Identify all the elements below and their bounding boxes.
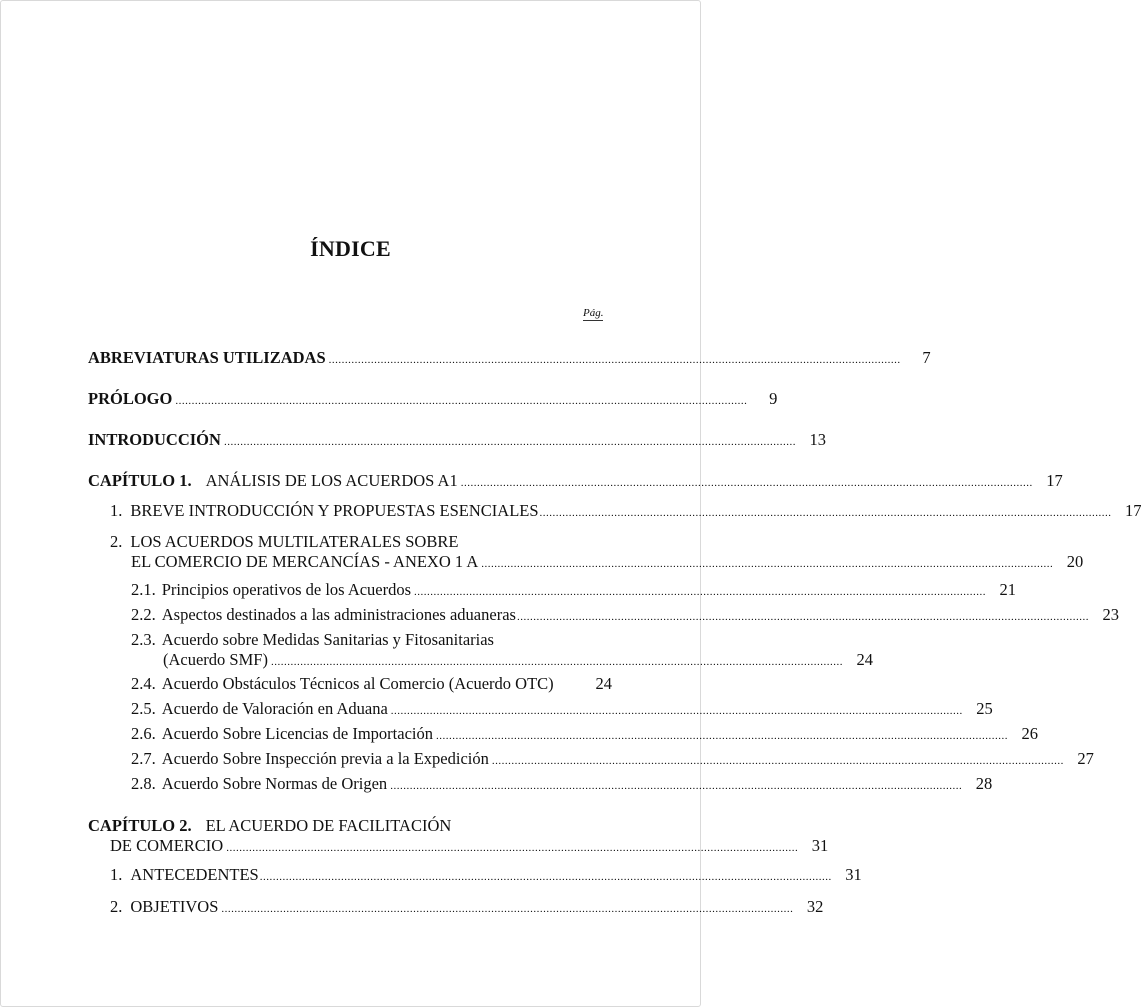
dot-leader: ................................................................................................................................................................................ xyxy=(539,507,1112,519)
subsection-number: 2.8. xyxy=(131,774,156,793)
toc-entry-2-4[interactable] xyxy=(131,674,612,694)
section-number: 1. xyxy=(110,865,123,884)
toc-page-number: 7 xyxy=(922,348,931,367)
toc-entry-2-5[interactable] xyxy=(131,699,993,721)
dot-leader: ................................................................................................................................................................................ xyxy=(390,780,963,792)
dot-leader: ................................................................................................................................................................................ xyxy=(481,558,1054,570)
toc-entry-label: BREVE INTRODUCCIÓN Y PROPUESTAS ESENCIALES xyxy=(130,501,539,520)
dot-leader: ................................................................................................................................................................................ xyxy=(491,755,1064,767)
toc-entry-label: ANÁLISIS DE LOS ACUERDOS A1 xyxy=(205,471,458,490)
subsection-number: 2.3. xyxy=(131,630,156,649)
toc-entry-2-2[interactable] xyxy=(131,605,1119,627)
toc-page-number: 21 xyxy=(999,580,1017,599)
dot-leader: ................................................................................................................................................................................ xyxy=(221,903,794,915)
toc-entry-2-3[interactable] xyxy=(131,630,873,672)
dot-leader: ................................................................................................................................................................................ xyxy=(270,656,843,668)
toc-entry-2-1[interactable] xyxy=(131,580,1017,602)
toc-entry-label: ANTECEDENTES xyxy=(130,865,259,884)
toc-page-number: 27 xyxy=(1077,749,1094,768)
toc-entry-label: OBJETIVOS xyxy=(130,897,219,916)
toc-entry-2-7[interactable] xyxy=(131,749,1094,771)
subsection-number: 2.6. xyxy=(131,724,156,743)
chapter-number: CAPÍTULO 2. xyxy=(88,816,192,835)
toc-entry-label: Acuerdo de Valoración en Aduana xyxy=(161,699,388,718)
dot-leader: ................................................................................................................................................................................ xyxy=(223,436,796,448)
toc-page-number: 24 xyxy=(595,674,612,693)
dot-leader: ................................................................................................................................................................................ xyxy=(390,705,963,717)
toc-page-number: 23 xyxy=(1102,605,1119,624)
toc-page-number: 25 xyxy=(976,699,993,718)
dot-leader: ................................................................................................................................................................................ xyxy=(259,871,832,883)
page-column-label: Pág. xyxy=(583,307,604,319)
toc-page-number: 17 xyxy=(1125,501,1142,520)
toc-entry-c2-2[interactable] xyxy=(110,897,824,919)
section-number: 2. xyxy=(110,532,123,551)
toc-entry-label: Acuerdo Obstáculos Técnicos al Comercio (Acuerdo OTC) xyxy=(161,674,554,693)
toc-entry-label: Aspectos destinados a las administraciones aduaneras xyxy=(161,605,516,624)
toc-entry-label: Acuerdo Sobre Normas de Origen xyxy=(161,774,388,793)
toc-entry-capitulo-2[interactable] xyxy=(88,816,829,858)
toc-entry-label-continued: DE COMERCIO xyxy=(110,836,224,855)
toc-entry-label: LOS ACUERDOS MULTILATERALES SOBRE xyxy=(130,532,459,551)
dot-leader: ................................................................................................................................................................................ xyxy=(175,395,748,407)
toc-entry-abreviaturas[interactable] xyxy=(88,348,931,370)
toc-page-number: 28 xyxy=(975,774,993,793)
toc-entry-capitulo-1[interactable] xyxy=(88,471,1063,493)
subsection-number: 2.4. xyxy=(131,674,156,693)
section-number: 1. xyxy=(110,501,123,520)
toc-entry-introduccion[interactable] xyxy=(88,430,826,452)
page-title: ÍNDICE xyxy=(310,236,391,261)
toc-entry-label: INTRODUCCIÓN xyxy=(88,430,221,449)
toc-entry-label: Acuerdo sobre Medidas Sanitarias y Fitosanitarias xyxy=(161,630,494,649)
section-number: 2. xyxy=(110,897,123,916)
toc-entry-2-8[interactable] xyxy=(131,774,993,796)
toc-entry-1-2[interactable] xyxy=(110,532,1084,574)
dot-leader: ................................................................................................................................................................................ xyxy=(414,586,987,598)
chapter-number: CAPÍTULO 1. xyxy=(88,471,192,490)
toc-entry-label: EL ACUERDO DE FACILITACIÓN xyxy=(205,816,452,835)
toc-entry-label: ABREVIATURAS UTILIZADAS xyxy=(88,348,326,367)
toc-page-number: 26 xyxy=(1021,724,1038,743)
toc-entry-2-6[interactable] xyxy=(131,724,1038,746)
subsection-number: 2.5. xyxy=(131,699,156,718)
toc-entry-label-continued: EL COMERCIO DE MERCANCÍAS - ANEXO 1 A xyxy=(131,552,479,571)
toc-entry-label-continued: (Acuerdo SMF) xyxy=(163,650,268,669)
dot-leader: ................................................................................................................................................................................ xyxy=(328,354,901,366)
toc-entry-label: Acuerdo Sobre Inspección previa a la Expedición xyxy=(161,749,489,768)
toc-entry-prologo[interactable] xyxy=(88,389,778,411)
toc-entry-label: Acuerdo Sobre Licencias de Importación xyxy=(161,724,433,743)
dot-leader: ................................................................................................................................................................................ xyxy=(460,477,1033,489)
toc-entry-1-1[interactable] xyxy=(110,501,1142,523)
subsection-number: 2.7. xyxy=(131,749,156,768)
toc-page-number: 24 xyxy=(856,650,873,669)
dot-leader: ................................................................................................................................................................................ xyxy=(516,611,1089,623)
toc-page-number: 17 xyxy=(1046,471,1063,490)
subsection-number: 2.2. xyxy=(131,605,156,624)
toc-page-number: 31 xyxy=(811,836,829,855)
toc-entry-c2-1[interactable] xyxy=(110,865,862,887)
subsection-number: 2.1. xyxy=(131,580,156,599)
toc-page-number: 31 xyxy=(845,865,862,884)
toc-page-number: 32 xyxy=(806,897,824,916)
toc-page-number: 20 xyxy=(1066,552,1084,571)
toc-entry-label: Principios operativos de los Acuerdos xyxy=(161,580,412,599)
dot-leader: ................................................................................................................................................................................ xyxy=(435,730,1008,742)
toc-page-number: 13 xyxy=(809,430,826,449)
toc-entry-label: PRÓLOGO xyxy=(88,389,173,408)
toc-page-number: 9 xyxy=(769,389,778,408)
dot-leader: ................................................................................................................................................................................ xyxy=(226,842,799,854)
